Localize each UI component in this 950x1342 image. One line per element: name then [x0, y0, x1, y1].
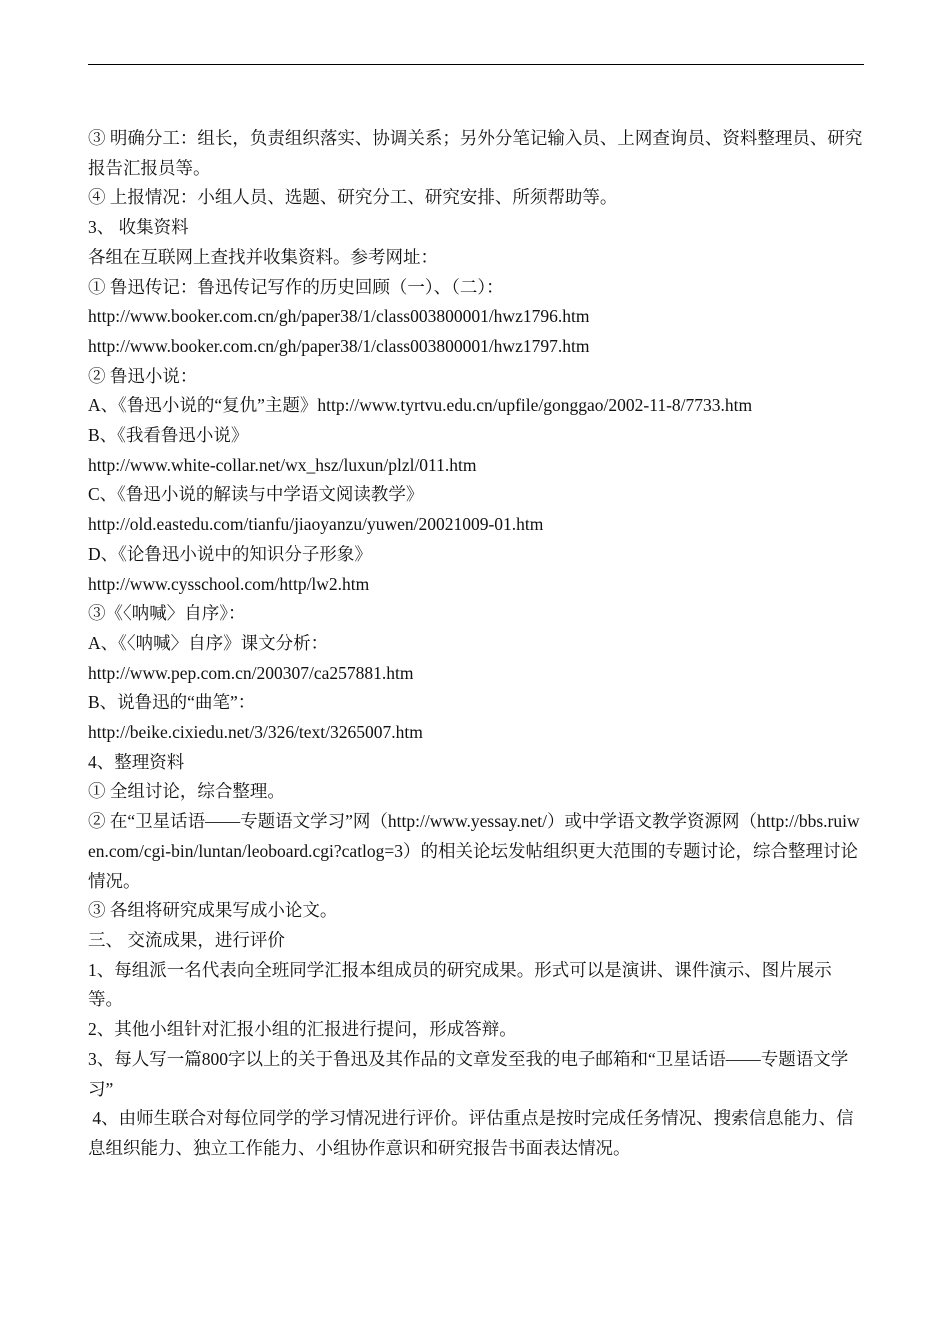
paragraph-report-status: ④ 上报情况：小组人员、选题、研究分工、研究安排、所须帮助等。: [88, 187, 618, 208]
item-novels: ② 鲁迅小说：: [88, 365, 198, 386]
reference-url[interactable]: http://beike.cixiedu.net/3/326/text/3265007.htm: [88, 722, 423, 743]
reference-title: D、《论鲁迅小说中的知识分子形象》: [88, 543, 372, 564]
reference-title: B、《我看鲁迅小说》: [88, 425, 249, 446]
paragraph-write-papers: ③ 各组将研究成果写成小论文。: [88, 900, 338, 921]
paragraph-questioning: 2、其他小组针对汇报小组的汇报进行提问，形成答辩。: [88, 1019, 517, 1040]
paragraph-group-discussion: ① 全组讨论，综合整理。: [88, 781, 285, 802]
reference-title: B、说鲁迅的“曲笔”：: [88, 692, 256, 713]
item-biography: ① 鲁迅传记：鲁迅传记写作的历史回顾（一）、（二）：: [88, 276, 504, 297]
item-preface: ③《〈呐喊〉自序》：: [88, 603, 246, 624]
reference-title: C、《鲁迅小说的解读与中学语文阅读教学》: [88, 484, 424, 505]
reference-url[interactable]: http://www.white-collar.net/wx_hsz/luxun/plzl/011.htm: [88, 454, 477, 475]
paragraph-division-of-labor: ③ 明确分工：组长，负责组织落实、协调关系；另外分笔记输入员、上网查询员、资料整理员、研究报告汇报员等。: [88, 128, 863, 178]
paragraph-search-instructions: 各组在互联网上查找并收集资料。参考网址：: [88, 246, 438, 267]
section-heading-collect-materials: 3、 收集资料: [88, 217, 189, 238]
reference-url[interactable]: http://www.cysschool.com/http/lw2.htm: [88, 573, 370, 594]
reference-url[interactable]: http://www.pep.com.cn/200307/ca257881.htm: [88, 662, 414, 683]
paragraph-group-report: 1、每组派一名代表向全班同学汇报本组成员的研究成果。形式可以是演讲、课件演示、图片展示等。: [88, 959, 832, 1010]
section-heading-organize-materials: 4、整理资料: [88, 751, 185, 772]
reference-url[interactable]: http://www.booker.com.cn/gh/paper38/1/class003800001/hwz1796.htm: [88, 306, 590, 327]
section-heading-exchange-results: 三、 交流成果，进行评价: [88, 929, 285, 950]
reference-url[interactable]: http://old.eastedu.com/tianfu/jiaoyanzu/yuwen/20021009-01.htm: [88, 514, 544, 535]
reference-item[interactable]: A、《鲁迅小说的“复仇”主题》http://www.tyrtvu.edu.cn/upfile/gonggao/2002-11-8/7733.htm: [88, 395, 753, 416]
paragraph-evaluation: 4、由师生联合对每位同学的学习情况进行评价。评估重点是按时完成任务情况、搜索信息能力、信息组织能力、独立工作能力、小组协作意识和研究报告书面表达情况。: [88, 1108, 854, 1158]
reference-url[interactable]: http://www.booker.com.cn/gh/paper38/1/class003800001/hwz1797.htm: [88, 335, 590, 356]
header-rule: [88, 64, 864, 65]
paragraph-forum-discussion: ② 在“卫星话语——专题语文学习”网（http://www.yessay.net/）或中学语文教学资源网（http://bbs.ruiwen.com/cgi-bin/luntan/leoboard.cgi?catlog=3）的相关论坛发帖组织更大范围的专题讨论，综合整理讨论情况。: [88, 811, 860, 891]
reference-title: A、《〈呐喊〉自序》课文分析：: [88, 632, 329, 653]
paragraph-essay: 3、每人写一篇800字以上的关于鲁迅及其作品的文章发至我的电子邮箱和“卫星话语——专题语文学习”: [88, 1048, 849, 1099]
document-body: [88, 124, 866, 1164]
